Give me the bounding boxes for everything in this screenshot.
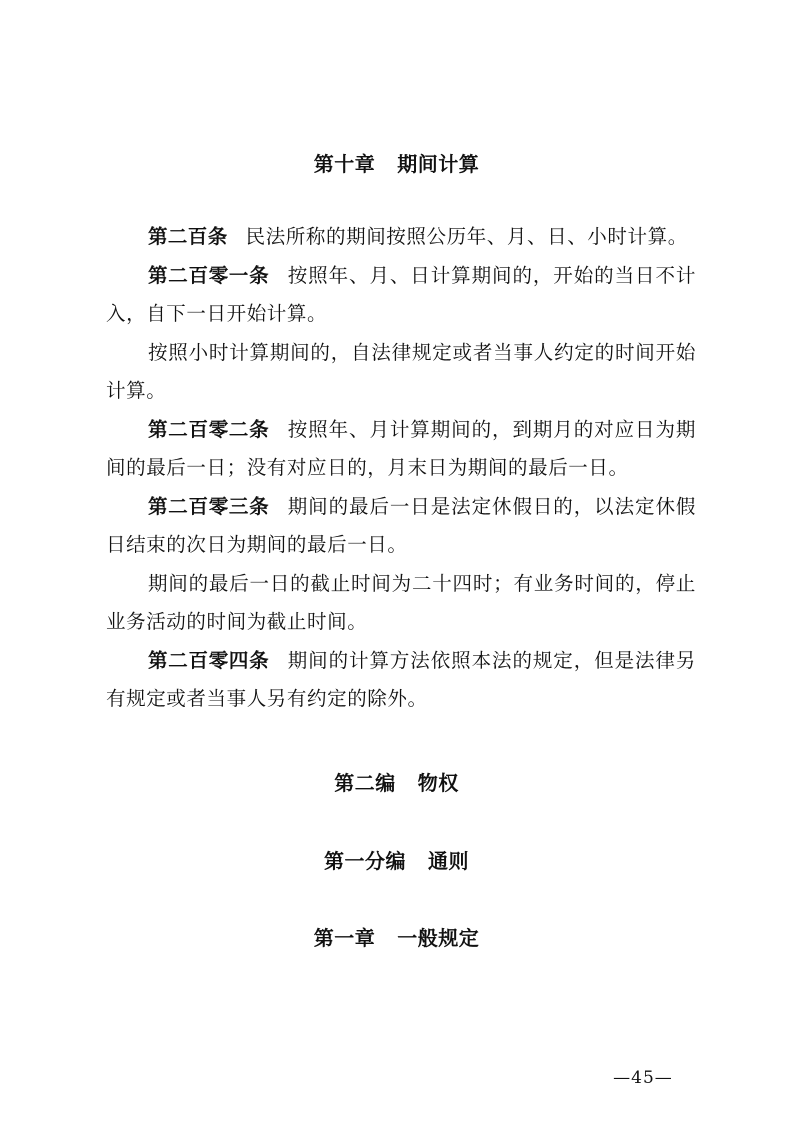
- article-label: 第二百条: [148, 225, 228, 248]
- article-paragraph: [106, 565, 696, 642]
- chapter-heading: [0, 148, 793, 177]
- article-text: 按照小时计算期间的，自法律规定或者当事人约定的时间开始计算。: [106, 340, 696, 402]
- chapter-number: 第十章: [313, 152, 376, 176]
- article-paragraph: [106, 642, 696, 719]
- part-heading: [0, 767, 793, 796]
- page-number: —45—: [613, 1068, 673, 1088]
- article-text: 期间的计算方法依照本法的规定，但是法律另有规定或者当事人另有约定的除外。: [106, 648, 696, 710]
- article-label: 第二百零一条: [148, 263, 270, 287]
- article-text: 期间的最后一日的截止时间为二十四时；有业务时间的，停止业务活动的时间为截止时间。: [106, 571, 696, 633]
- part-title: 物权: [417, 771, 459, 795]
- article-text: 按照年、月、日计算期间的，开始的当日不计入，自下一日开始计算。: [106, 263, 696, 325]
- subpart-title: 通则: [428, 849, 469, 873]
- article-paragraph: [106, 218, 696, 257]
- article-paragraph: [106, 488, 696, 565]
- part-number: 第二编: [334, 771, 396, 795]
- next-chapter-number: 第一章: [313, 926, 376, 950]
- article-text: 按照年、月计算期间的，到期月的对应日为期间的最后一日；没有对应日的，月末日为期间的最后一日。: [106, 417, 696, 479]
- article-label: 第二百零二条: [148, 417, 270, 441]
- article-label: 第二百零三条: [148, 494, 270, 518]
- subpart-number: 第一分编: [324, 849, 406, 873]
- article-label: 第二百零四条: [148, 648, 270, 672]
- article-list: [106, 218, 696, 719]
- subpart-heading: [0, 845, 793, 874]
- chapter-title: 期间计算: [397, 152, 480, 176]
- article-text: 民法所称的期间按照公历年、月、日、小时计算。: [245, 225, 688, 248]
- article-paragraph: [106, 411, 696, 488]
- next-chapter-heading: [0, 922, 793, 951]
- article-paragraph: [106, 257, 696, 334]
- article-text: 期间的最后一日是法定休假日的，以法定休假日结束的次日为期间的最后一日。: [106, 494, 696, 556]
- article-paragraph: [106, 334, 696, 411]
- next-chapter-title: 一般规定: [397, 926, 480, 950]
